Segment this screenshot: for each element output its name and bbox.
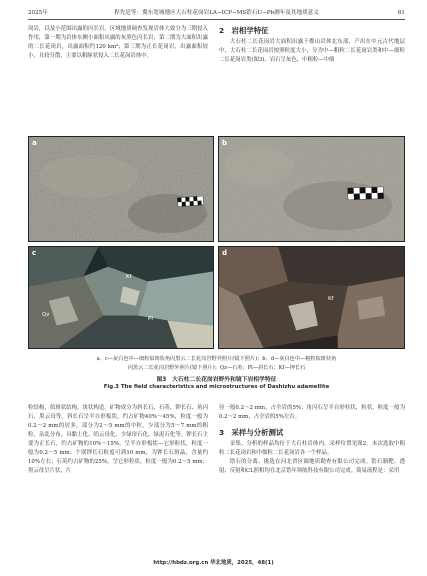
mineral-label-pl: Pl — [148, 316, 153, 322]
panel-label: a — [32, 139, 37, 147]
top-right-column — [219, 24, 405, 65]
section-3-heading: 3 采样与分析测试 — [219, 428, 284, 437]
mineral-label-kf: Kf — [126, 274, 132, 280]
bottom-right-column — [219, 404, 405, 476]
body-paragraph: 径一般0.2～2 mm，占全岩的5%；角闪石呈半自形柱状，粒状，粒度一般为0.2～2 mm，占全岩的5%左右。 — [219, 405, 405, 420]
header-running-title: 程先廷等：冀东宽城地区大石柱花岗岩LA−ICP−MS锆石U−Pb测年及其地质意义 — [114, 10, 319, 16]
figure-caption-en: Fig.3 The field characteristics and microstructures of Dashizhu adamellite — [103, 384, 330, 390]
panel-a-photo — [28, 136, 214, 242]
body-paragraph: 粒结构，似斑状结构，块状构造。矿物成分为斜长石、石英、钾长石、角闪石、黑云母等。斜长石呈半自形板状，约占矿物40%～45%，粒度一般为0.2～2 mm的居多，部分为2～5 mm的中粒，少部分为5～7 mm的粗粒，杂乱分布，具黏土化、绢云母化、少绿帘石化、绿泥石化等。钾长石主要为正长石，约占矿物的10%～15%，呈半自形板状—它形粒状，粒度一般为0.2～5 mm；个别钾长石粒度可到10 mm，为钾长石斑晶，含量约10%左右；石英约占矿物的25%，呈它形粒状，粒度一般为0.2～5 mm；黑云母呈片状，片 — [28, 405, 208, 474]
panel-b-photo — [218, 136, 405, 242]
figure-caption-title: 图3 大石柱二长花岗岩野外和镜下岩相学特征 — [156, 377, 277, 383]
header-page-number: 61 — [397, 10, 405, 16]
panel-c-photo — [28, 246, 214, 349]
body-paragraph: 锆石的分离、挑选在河北省区调地质勘查有限公司完成。锆石制靶、透射、反射和CL照相均在北京锆年领航科技有限公司完成。简易流程是：采用 — [219, 459, 405, 474]
mineral-label-qz: Qz — [42, 312, 50, 318]
header-year: 2025年 — [28, 10, 48, 16]
section-2-heading: 2 岩相学特征 — [219, 26, 269, 35]
panel-label: b — [222, 139, 228, 147]
body-paragraph: 岗岩，以及小范围出露的闪长岩。区域地质调查发现岩体大致分为三期侵入作用，第一期为岩体东侧小面积出露的灰黑色闪长岩；第二期为大面积出露的二长花岗岩，出露面积约120 km²；第三期为正长花岗岩，出露面积较小，且较分散，主要以粗脉状侵入二长花岗岩体中。 — [28, 26, 208, 59]
mineral-label-kf-d: Kf — [328, 296, 334, 302]
top-left-column — [28, 25, 208, 61]
panel-d-photo — [218, 246, 405, 349]
panel-label: c — [32, 249, 37, 257]
body-paragraph: 采集、分析的样品均位于大石柱岩体内，采样位置见图2。本次选取中粗粒二长花岗岩和中细粒二长花岗岩各一个样品。 — [219, 441, 405, 456]
figure-caption-zh-line1: a、c—灰白色中—细粒似斑状角闪黑云二长花岗岩野外照片(镜下照片)；b、d—灰白色中—粗粒似斑状角 — [96, 356, 337, 362]
figure-caption-zh-line2: 闪黑云二长花岗岩野外照片(镜下照片)；Qz—石英；Pl—斜长石；Kf—钾长石 — [127, 365, 306, 371]
running-header — [28, 6, 405, 20]
bottom-left-column — [28, 404, 208, 476]
page-footer: http://hbdz.org.cn 华北地质，2025，48(1) — [153, 560, 274, 566]
figure-3 — [28, 136, 405, 349]
body-paragraph: 大石柱二长花岗岩大面积出露于都山岩体北东部，产出在中元古代地层中，大石柱二长花岗岩按照粒度大小，分为中—粗粒二长花岗岩类和中—细粒二长花岗岩类(图3)。岩石呈灰色，中粗粒—中细 — [219, 39, 405, 63]
panel-label: d — [222, 249, 228, 257]
